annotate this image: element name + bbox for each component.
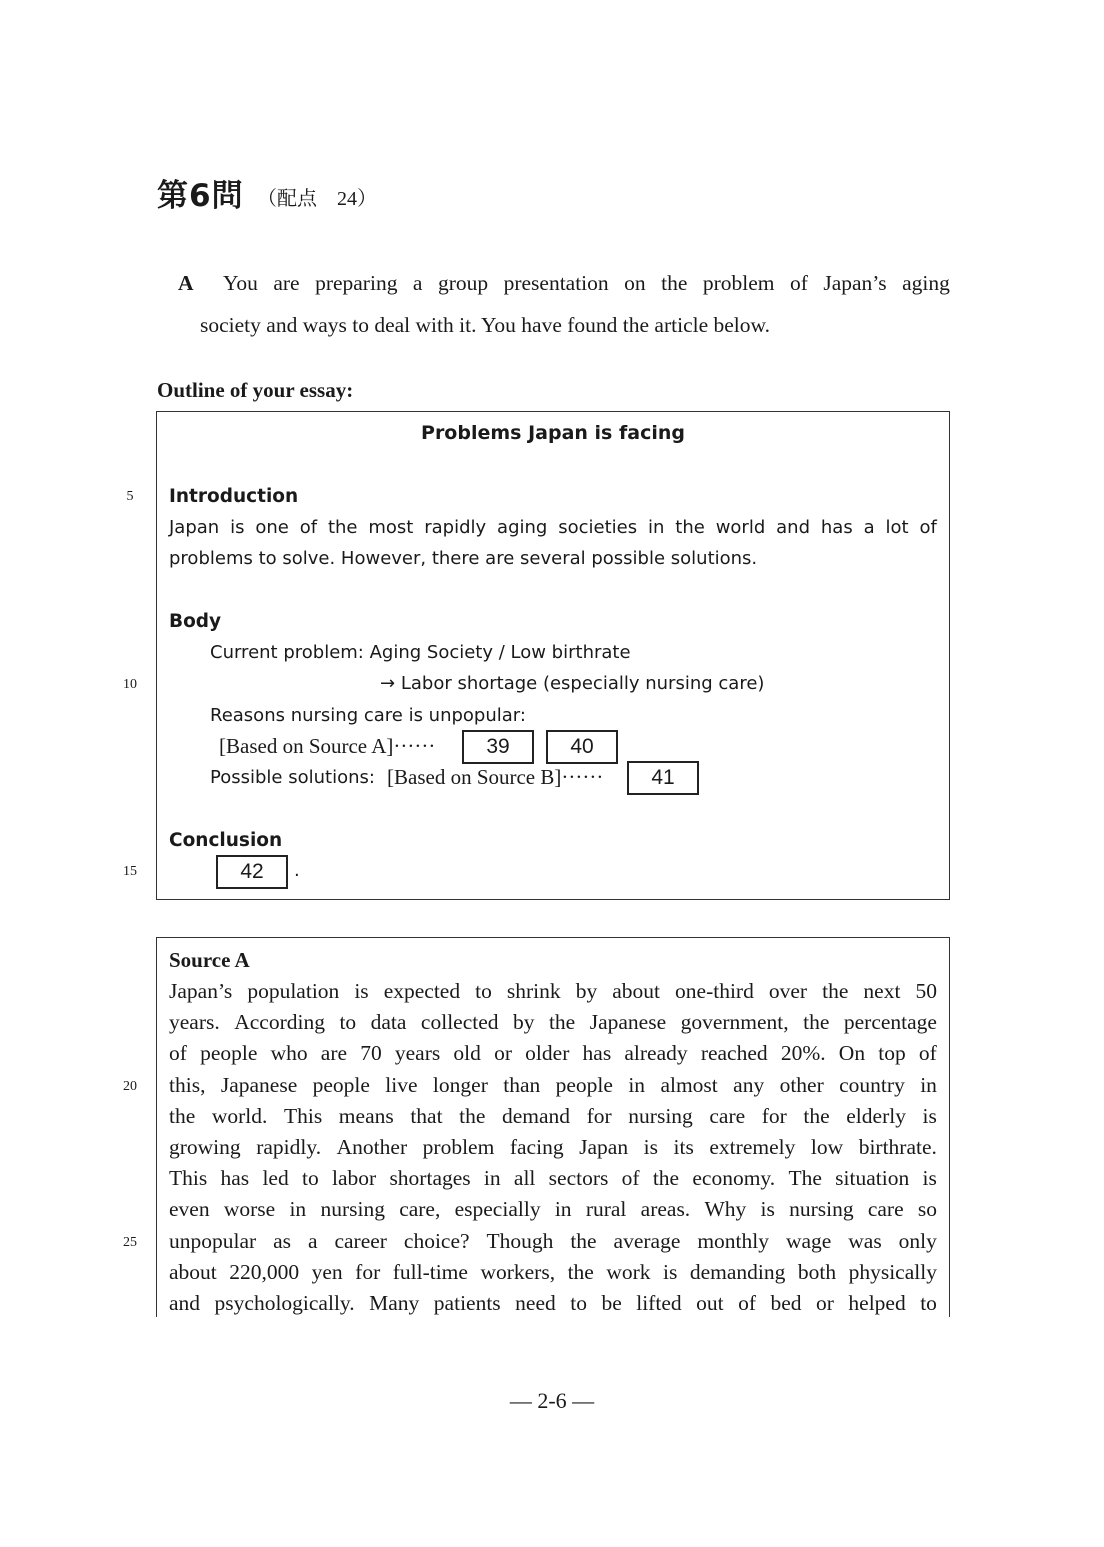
source-a-word: care, [399, 1197, 441, 1222]
source-a-word: live [385, 1072, 418, 1097]
source-a-word: need [515, 1291, 556, 1315]
source-a-word: growing [169, 1135, 241, 1159]
question-points: （配点 24） [257, 188, 377, 210]
instruction-word: the [661, 271, 688, 295]
source-a-word: the [570, 1228, 597, 1253]
intro-word: of [919, 517, 937, 538]
source-a-word: is [354, 979, 369, 1003]
source-a-word: only [898, 1228, 937, 1253]
source-a-word: monthly [697, 1228, 769, 1253]
source-a-word: was [848, 1228, 882, 1253]
intro-word: in [647, 517, 665, 538]
line-number: 20 [123, 1079, 137, 1094]
source-a-word: the [652, 1166, 680, 1191]
source-a-word: to [920, 1291, 937, 1315]
source-a-word: is [922, 1166, 937, 1191]
source-a-word: areas. [640, 1197, 691, 1222]
source-a-line [169, 1135, 937, 1160]
answer-blank-42[interactable]: 42 [216, 855, 288, 889]
source-a-word: this, [169, 1072, 206, 1097]
source-a-word: is [643, 1135, 658, 1159]
instruction-word: group [437, 271, 489, 295]
source-a-word: Japanese [589, 1010, 667, 1035]
source-a-word: the [548, 1010, 576, 1035]
source-a-word: especially [454, 1197, 541, 1222]
source-a-title: Source A [169, 948, 250, 972]
source-a-word: so [917, 1197, 937, 1222]
source-a-word: population [247, 979, 340, 1003]
arrow-icon: → [380, 673, 396, 694]
instruction-word: a [412, 271, 423, 295]
source-a-word: be [601, 1291, 622, 1315]
instruction-word: of [789, 271, 808, 295]
outline-label: Outline of your essay: [157, 378, 354, 402]
source-a-word: to [301, 1166, 319, 1191]
source-a-word: its [673, 1135, 694, 1159]
source-a-word: Japan [579, 1135, 629, 1159]
source-a-word: of [621, 1166, 640, 1191]
source-a-word: about [169, 1259, 217, 1284]
answer-blank-41[interactable]: 41 [627, 761, 699, 795]
source-a-word: nursing [789, 1197, 854, 1222]
source-a-word: nursing [320, 1197, 385, 1222]
source-a-word: government, [680, 1010, 789, 1035]
based-on-source-a: [Based on Source A]······ [219, 734, 436, 758]
instruction-word: problem [702, 271, 775, 295]
source-a-word: 70 [360, 1041, 382, 1066]
source-a-word: almost [660, 1072, 718, 1097]
source-a-line [169, 1260, 937, 1285]
source-a-line [169, 1197, 937, 1222]
body-heading: Body [169, 611, 222, 632]
introduction-line-1 [169, 517, 937, 538]
source-a-word: for [355, 1259, 381, 1284]
source-a-word: the [169, 1103, 196, 1128]
answer-blank-39[interactable]: 39 [462, 730, 534, 764]
source-a-line [169, 979, 937, 1004]
source-a-word: about [612, 979, 660, 1003]
source-a-word: to [475, 979, 492, 1003]
source-a-word: care [709, 1103, 746, 1128]
source-a-word: people [200, 1041, 258, 1066]
source-a-word: demand [502, 1103, 571, 1128]
source-a-word: shrink [506, 979, 561, 1003]
intro-word: world [715, 517, 766, 538]
source-a-word: a [307, 1228, 318, 1253]
outline-title: Problems Japan is facing [421, 422, 685, 444]
source-a-word: patients [433, 1291, 501, 1315]
source-a-word: is [922, 1103, 937, 1128]
source-a-word: Though [486, 1228, 554, 1253]
source-a-word: years [394, 1041, 441, 1066]
source-a-word: data [370, 1010, 407, 1035]
source-a-word: 50 [915, 979, 937, 1003]
source-a-word: bed [770, 1291, 802, 1315]
source-a-word: is [760, 1197, 775, 1222]
source-a-word: problem [422, 1135, 495, 1159]
conclusion-period: . [294, 860, 300, 881]
source-a-word: situation [835, 1166, 910, 1191]
source-a-word: is [663, 1259, 678, 1284]
source-a-line [169, 1041, 937, 1066]
intro-word: societies [558, 517, 638, 538]
source-a-word: The [788, 1166, 822, 1191]
source-a-line [169, 1010, 937, 1035]
source-a-word: in [483, 1166, 501, 1191]
source-a-word: who [270, 1041, 308, 1066]
source-a-word: by [575, 979, 598, 1003]
source-a-word: career [334, 1228, 387, 1253]
instruction-word: aging [902, 271, 950, 295]
source-a-word: all [513, 1166, 536, 1191]
source-a-word: 220,000 [229, 1259, 300, 1284]
possible-solutions-label: Possible solutions: [210, 767, 375, 788]
source-a-word: has [220, 1166, 250, 1191]
source-a-word: for [586, 1103, 612, 1128]
answer-blank-40[interactable]: 40 [546, 730, 618, 764]
source-a-word: On [838, 1041, 866, 1066]
source-a-word: percentage [843, 1010, 937, 1035]
intro-word: one [255, 517, 289, 538]
source-a-word: already [624, 1041, 688, 1066]
source-a-word: in [554, 1197, 572, 1222]
instruction-word: are [273, 271, 300, 295]
source-a-word: of [738, 1291, 756, 1315]
source-a-word: the [822, 979, 849, 1003]
line-number: 5 [126, 489, 134, 504]
based-on-source-b: [Based on Source B]······ [387, 765, 604, 789]
source-a-word: facing [509, 1135, 564, 1159]
instruction-word: presentation [503, 271, 609, 295]
source-a-word: other [779, 1072, 824, 1097]
source-a-word: care [867, 1197, 904, 1222]
source-a-word: or [494, 1041, 512, 1066]
intro-word: most [368, 517, 414, 538]
source-a-word: of [169, 1041, 187, 1066]
source-a-word: Why [704, 1197, 747, 1222]
source-a-word: Another [336, 1135, 408, 1159]
source-a-word: and [169, 1291, 201, 1315]
intro-word: Japan [169, 517, 220, 538]
source-a-word: unpopular [169, 1228, 257, 1253]
source-a-word: out [696, 1291, 724, 1315]
intro-word: has [820, 517, 853, 538]
introduction-heading: Introduction [169, 486, 299, 507]
instruction-line-2: society and ways to deal with it. You have found the article below. [200, 313, 771, 337]
reasons-label: Reasons nursing care is unpopular: [210, 705, 526, 726]
source-a-word: both [797, 1259, 837, 1284]
source-a-word: to [570, 1291, 587, 1315]
source-a-word: birthrate. [858, 1135, 937, 1159]
source-a-word: the [567, 1259, 594, 1284]
labor-shortage-line [380, 673, 764, 694]
source-a-word: helped [848, 1291, 906, 1315]
source-a-word: top [878, 1041, 906, 1066]
intro-word: lot [885, 517, 909, 538]
intro-word: rapidly [424, 517, 487, 538]
source-a-word: or [816, 1291, 834, 1315]
intro-word: is [230, 517, 245, 538]
source-a-word: demanding [689, 1259, 786, 1284]
source-a-word: over [768, 979, 808, 1003]
intro-word: of [299, 517, 318, 538]
source-a-word: This [169, 1166, 208, 1191]
source-a-word: choice? [403, 1228, 470, 1253]
source-a-word: economy. [692, 1166, 776, 1191]
source-a-word: Many [369, 1291, 420, 1315]
page-number: — 2-6 — [509, 1388, 595, 1413]
source-a-word: low [810, 1135, 844, 1159]
source-a-word: the [803, 1103, 830, 1128]
source-a-word: years. [169, 1010, 220, 1035]
source-a-word: labor [331, 1166, 377, 1191]
source-a-line [169, 1166, 937, 1191]
labor-shortage: Labor shortage (especially nursing care) [400, 673, 765, 694]
source-a-word: people [312, 1072, 370, 1097]
source-a-word: Japanese [220, 1072, 298, 1097]
source-a-word: one-third [675, 979, 754, 1003]
instruction-word: Japan’s [823, 271, 887, 295]
source-a-word: country [839, 1072, 905, 1097]
source-a-word: wage [785, 1228, 832, 1253]
source-a-word: any [733, 1072, 765, 1097]
source-a-word: than [503, 1072, 541, 1097]
source-a-word: in [628, 1072, 646, 1097]
source-a-word: nursing [628, 1103, 693, 1128]
line-number: 15 [123, 864, 137, 879]
source-a-word: the [459, 1103, 486, 1128]
source-a-word: as [273, 1228, 292, 1253]
source-a-word: sectors [548, 1166, 609, 1191]
source-a-word: expected [383, 979, 461, 1003]
source-a-word: in [920, 1072, 937, 1097]
source-a-word: next [863, 979, 901, 1003]
line-number: 10 [123, 677, 137, 692]
source-a-word: means [338, 1103, 394, 1128]
current-problem: Current problem: Aging Society / Low birthrate [210, 642, 631, 663]
introduction-line-2: problems to solve. However, there are several possible solutions. [169, 548, 758, 569]
source-a-line [169, 1229, 937, 1254]
source-a-word: Japan’s [169, 979, 233, 1003]
source-a-word: the [803, 1010, 830, 1035]
instruction-text [178, 262, 950, 346]
source-a-word: lifted [636, 1291, 682, 1315]
source-a-word: collected [420, 1010, 499, 1035]
source-a-word: worse [223, 1197, 276, 1222]
source-a-word: shortages [389, 1166, 471, 1191]
source-a-word: to [339, 1010, 357, 1035]
source-a-word: yen [311, 1259, 343, 1284]
source-a-word: world. [211, 1103, 268, 1128]
source-a-word: work [606, 1259, 651, 1284]
source-a-word: extremely [709, 1135, 796, 1159]
intro-word: the [327, 517, 358, 538]
source-a-word: old [453, 1041, 481, 1066]
source-a-word: led [262, 1166, 289, 1191]
source-a-word: full-time [392, 1259, 468, 1284]
source-a-word: in [289, 1197, 307, 1222]
source-a-word: This [283, 1103, 323, 1128]
conclusion-heading: Conclusion [169, 830, 283, 851]
source-a-word: people [555, 1072, 613, 1097]
part-letter: A [178, 271, 194, 295]
intro-word: aging [497, 517, 548, 538]
source-a-word: According [234, 1010, 325, 1035]
source-a-word: are [320, 1041, 348, 1066]
intro-word: a [863, 517, 875, 538]
source-a-word: psychologically. [214, 1291, 355, 1315]
source-a-word: has [582, 1041, 612, 1066]
instruction-word: preparing [315, 271, 398, 295]
intro-word: and [776, 517, 810, 538]
source-a-word: longer [432, 1072, 488, 1097]
source-a-word: elderly [846, 1103, 906, 1128]
source-a-word: of [918, 1041, 937, 1066]
source-a-word: older [525, 1041, 570, 1066]
line-number: 25 [123, 1235, 137, 1250]
source-a-word: average [613, 1228, 681, 1253]
source-a-word: rural [585, 1197, 627, 1222]
source-a-word: that [410, 1103, 443, 1128]
instruction-word: on [624, 271, 646, 295]
question-number: 第6問 [157, 178, 244, 214]
source-a-word: physically [848, 1259, 937, 1284]
source-a-word: by [512, 1010, 535, 1035]
source-a-word: for [761, 1103, 787, 1128]
source-a-line [169, 1104, 937, 1129]
source-a-word: workers, [480, 1259, 556, 1284]
source-a-line [169, 1291, 937, 1316]
source-a-word: rapidly. [256, 1135, 322, 1159]
source-a-word: even [169, 1197, 210, 1222]
source-a-word: 20%. [780, 1041, 826, 1066]
source-a-word: reached [700, 1041, 768, 1066]
instruction-word: You [223, 271, 258, 295]
intro-word: the [675, 517, 705, 538]
source-a-line [169, 1073, 937, 1098]
